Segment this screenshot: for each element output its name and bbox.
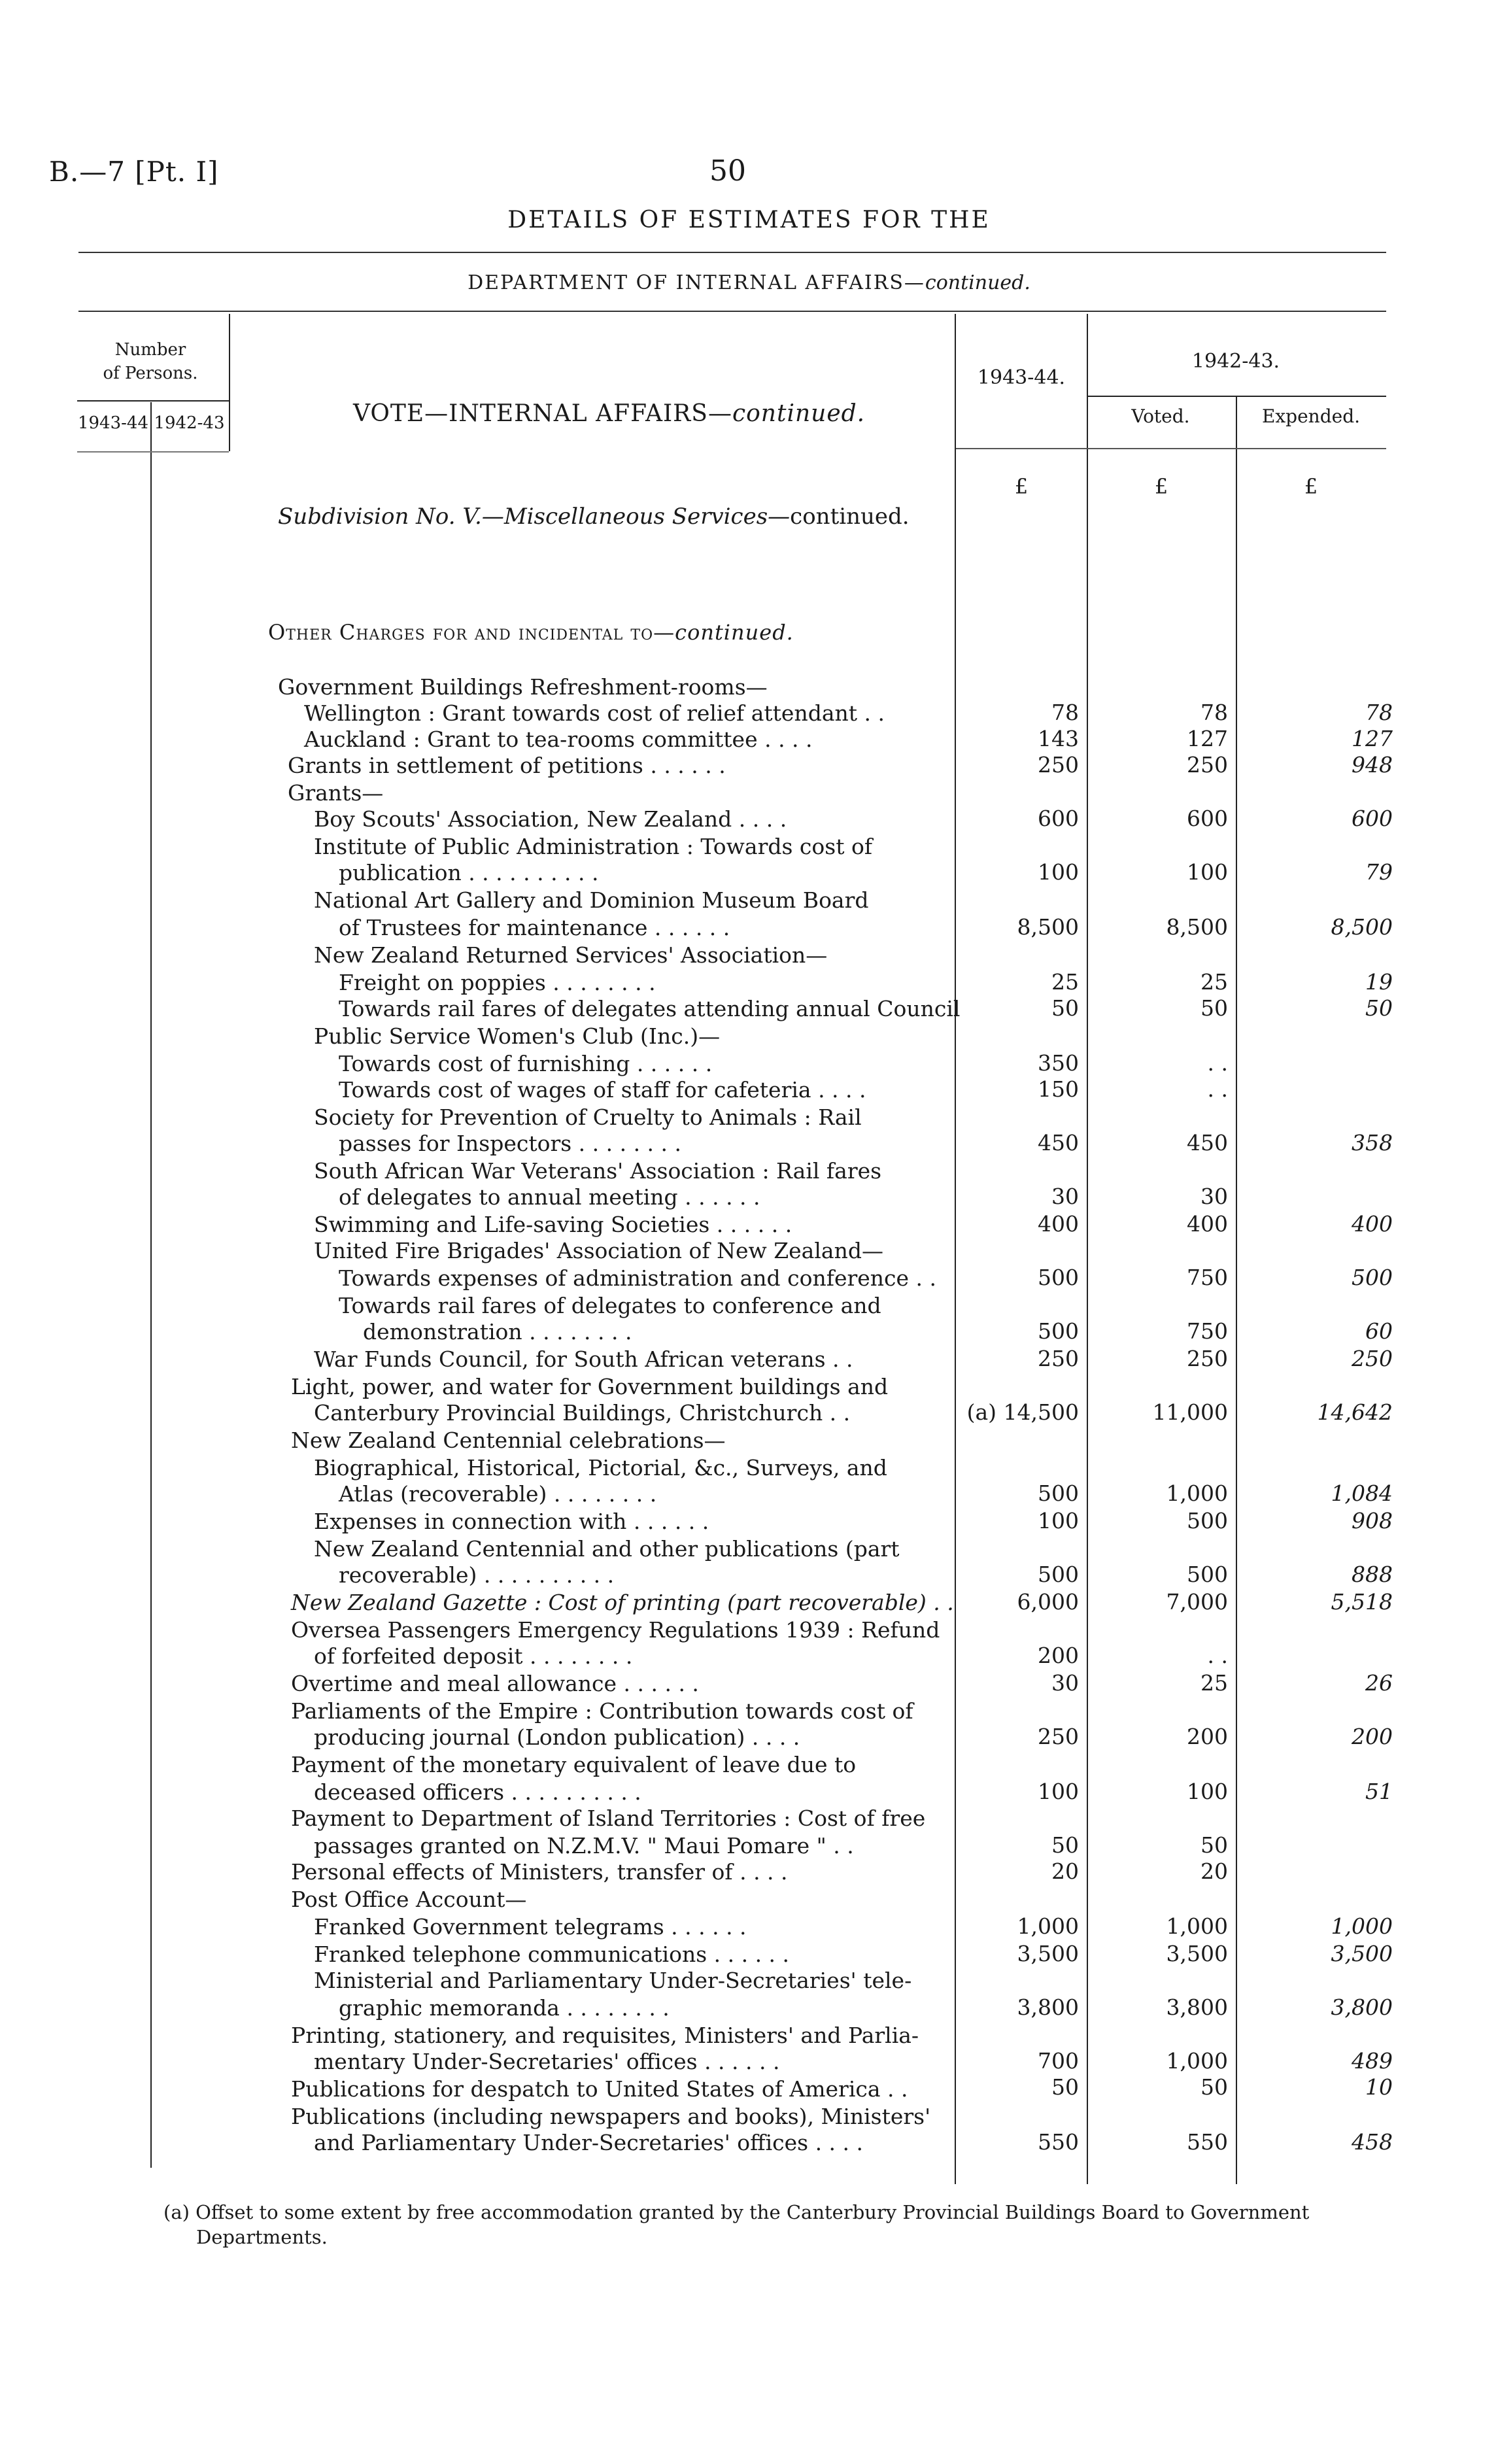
value-voted: 8,500 <box>1166 914 1228 940</box>
label-line: Institute of Public Administration : Towards cost of <box>314 834 873 859</box>
label-line: National Art Gallery and Dominion Museum Board <box>314 887 869 913</box>
value-1943-44: 500 <box>1038 1562 1079 1587</box>
label-line: New Zealand Gazette : Cost of printing (part recoverable) . . <box>291 1590 954 1615</box>
col-head-year-a: 1943-44 <box>77 413 149 433</box>
value-voted: . . <box>1207 1050 1228 1076</box>
value-1943-44: 30 <box>1051 1670 1079 1696</box>
label-line: Publications for despatch to United States of America . . <box>291 2076 908 2102</box>
document-reference: B.—7 [Pt. I] <box>49 156 219 188</box>
value-voted: 78 <box>1200 700 1228 725</box>
label-line: Towards cost of wages of staff for cafeteria . . . . <box>339 1077 866 1103</box>
value-1943-44: 78 <box>1051 700 1079 725</box>
subdivision-continued: continued. <box>790 504 910 530</box>
subdivision-heading <box>278 504 910 530</box>
value-1943-44: 50 <box>1051 2074 1079 2100</box>
value-expended: 19 <box>1365 969 1393 995</box>
department-continued: continued. <box>925 271 1030 294</box>
value-1943-44: 50 <box>1051 995 1079 1021</box>
value-1943-44: 30 <box>1051 1184 1079 1209</box>
value-voted: 7,000 <box>1166 1589 1228 1615</box>
value-1943-44: 100 <box>1038 1779 1079 1804</box>
value-expended: 79 <box>1365 859 1393 885</box>
col-head-1942-43: 1942-43. <box>1191 350 1280 373</box>
head-bottom-rule <box>956 448 1386 449</box>
value-voted: 50 <box>1200 995 1228 1021</box>
vote-title <box>353 400 865 427</box>
value-1943-44: 50 <box>1051 1832 1079 1858</box>
label-line: United Fire Brigades' Association of New Zealand— <box>314 1238 883 1263</box>
footnote-line-1: (a) Offset to some extent by free accommodation granted by the Canterbury Provincial Buildings Board to Government <box>163 2201 1310 2223</box>
value-expended: 600 <box>1352 806 1393 831</box>
currency-expended: £ <box>1304 474 1318 499</box>
value-1943-44: 400 <box>1038 1211 1079 1237</box>
value-expended: 10 <box>1365 2074 1393 2100</box>
label-line: Biographical, Historical, Pictorial, &c., Surveys, and <box>314 1455 887 1480</box>
label-line: New Zealand Returned Services' Association— <box>314 942 828 968</box>
label-line: Auckland : Grant to tea-rooms committee . . . . <box>304 727 813 752</box>
value-1943-44: 8,500 <box>1017 914 1079 940</box>
footnote-line-2: Departments. <box>196 2226 328 2248</box>
label-line: graphic memoranda . . . . . . . . <box>339 1995 670 2021</box>
value-1943-44: 3,800 <box>1017 1994 1079 2020</box>
value-voted: 25 <box>1200 1670 1228 1696</box>
value-expended: 400 <box>1352 1211 1393 1237</box>
label-line: demonstration . . . . . . . . <box>363 1319 632 1344</box>
value-expended: 14,642 <box>1317 1399 1393 1425</box>
value-voted: 450 <box>1187 1130 1228 1155</box>
year-group-rule <box>1087 396 1386 397</box>
value-voted: 1,000 <box>1166 1480 1228 1506</box>
label-line: Wellington : Grant towards cost of relief attendant . . <box>304 700 885 726</box>
label-line: Boy Scouts' Association, New Zealand . . . . <box>314 806 787 832</box>
label-line: deceased officers . . . . . . . . . . <box>314 1779 641 1805</box>
label-line: New Zealand Centennial and other publications (part <box>314 1536 900 1562</box>
label-line: Publications (including newspapers and books), Ministers' <box>291 2104 931 2129</box>
page-title: DETAILS OF ESTIMATES FOR THE <box>507 207 991 233</box>
value-voted: 400 <box>1187 1211 1228 1237</box>
amount-col-divider-3 <box>1236 396 1237 2184</box>
title-rule <box>78 252 1386 253</box>
value-expended: 50 <box>1365 995 1393 1021</box>
vote-name: VOTE—INTERNAL AFFAIRS— <box>353 400 732 427</box>
persons-head-rule-2 <box>77 451 229 453</box>
label-line: Ministerial and Parliamentary Under-Secretaries' tele- <box>314 1968 912 1993</box>
label-line: Canterbury Provincial Buildings, Christchurch . . <box>314 1400 851 1426</box>
value-expended: 127 <box>1352 726 1393 751</box>
value-1943-44: 3,500 <box>1017 1941 1079 1966</box>
value-1943-44: 450 <box>1038 1130 1079 1155</box>
value-1943-44: 25 <box>1051 969 1079 995</box>
number-of-persons-label: Number <box>114 340 186 360</box>
value-expended: 8,500 <box>1331 914 1393 940</box>
label-line: Towards expenses of administration and conference . . <box>339 1265 937 1291</box>
value-voted: 750 <box>1187 1265 1228 1290</box>
value-1943-44: 6,000 <box>1017 1589 1079 1615</box>
label-line: Grants— <box>288 780 384 806</box>
table-top-rule <box>78 311 1386 312</box>
label-line: of forfeited deposit . . . . . . . . <box>314 1643 633 1669</box>
value-expended: 500 <box>1352 1265 1393 1290</box>
value-expended: 250 <box>1352 1346 1393 1371</box>
value-1943-44: 550 <box>1038 2129 1079 2155</box>
value-expended: 908 <box>1352 1508 1393 1533</box>
value-voted: 30 <box>1200 1184 1228 1209</box>
col-head-1943-44: 1943-44. <box>977 366 1066 389</box>
amount-col-divider-1 <box>955 314 956 2184</box>
value-expended: 358 <box>1352 1130 1393 1155</box>
label-line: Grants in settlement of petitions . . . . . . <box>288 753 726 778</box>
value-voted: 20 <box>1200 1858 1228 1884</box>
value-voted: 50 <box>1200 1832 1228 1858</box>
col-head-year-b: 1942-43 <box>154 413 225 433</box>
value-expended: 60 <box>1365 1318 1393 1344</box>
currency-voted: £ <box>1154 474 1168 499</box>
currency-1943-44: £ <box>1014 474 1029 499</box>
value-voted: 3,500 <box>1166 1941 1228 1966</box>
label-line: Government Buildings Refreshment-rooms— <box>278 674 768 700</box>
value-1943-44: 250 <box>1038 752 1079 778</box>
value-voted: . . <box>1207 1643 1228 1668</box>
value-1943-44: 600 <box>1038 806 1079 831</box>
value-voted: 11,000 <box>1152 1399 1228 1425</box>
department-name: DEPARTMENT OF INTERNAL AFFAIRS— <box>468 271 925 294</box>
label-line: Post Office Account— <box>291 1887 527 1912</box>
value-expended: 888 <box>1352 1562 1393 1587</box>
value-expended: 51 <box>1365 1779 1393 1804</box>
value-voted: 127 <box>1187 726 1228 751</box>
col-head-expended: Expended. <box>1261 405 1361 427</box>
value-1943-44: 100 <box>1038 859 1079 885</box>
value-expended: 3,500 <box>1331 1941 1393 1966</box>
value-1943-44: 250 <box>1038 1724 1079 1749</box>
label-line: Printing, stationery, and requisites, Ministers' and Parlia- <box>291 2023 919 2048</box>
label-line: publication . . . . . . . . . . <box>339 860 599 885</box>
value-voted: . . <box>1207 1076 1228 1102</box>
label-line: Oversea Passengers Emergency Regulations 1939 : Refund <box>291 1617 940 1643</box>
value-expended: 26 <box>1365 1670 1393 1696</box>
other-charges-heading <box>268 620 794 645</box>
value-voted: 50 <box>1200 2074 1228 2100</box>
value-1943-44: 143 <box>1038 726 1079 751</box>
value-expended: 3,800 <box>1331 1994 1393 2020</box>
label-line: Parliaments of the Empire : Contribution towards cost of <box>291 1698 913 1724</box>
label-line: Public Service Women's Club (Inc.)— <box>314 1023 721 1049</box>
value-voted: 3,800 <box>1166 1994 1228 2020</box>
value-voted: 500 <box>1187 1562 1228 1587</box>
value-expended: 489 <box>1352 2048 1393 2074</box>
label-line: Towards cost of furnishing . . . . . . <box>339 1051 713 1076</box>
label-line: Towards rail fares of delegates attending annual Council <box>339 996 961 1021</box>
value-expended: 5,518 <box>1331 1589 1393 1615</box>
value-1943-44: 350 <box>1038 1050 1079 1076</box>
subdivision-name: Subdivision No. V.—Miscellaneous Services— <box>278 504 791 530</box>
label-line: Overtime and meal allowance . . . . . . <box>291 1671 699 1696</box>
label-line: Atlas (recoverable) . . . . . . . . <box>339 1481 657 1507</box>
value-1943-44: 200 <box>1038 1643 1079 1668</box>
label-line: Swimming and Life-saving Societies . . . . . . <box>314 1212 792 1237</box>
value-voted: 750 <box>1187 1318 1228 1344</box>
label-line: Payment of the monetary equivalent of leave due to <box>291 1752 857 1777</box>
page-number: 50 <box>709 154 746 188</box>
value-voted: 1,000 <box>1166 1913 1228 1939</box>
value-voted: 1,000 <box>1166 2048 1228 2074</box>
label-line: Light, power, and water for Government buildings and <box>291 1374 889 1399</box>
label-line: Towards rail fares of delegates to conference and <box>339 1293 881 1318</box>
label-line: recoverable) . . . . . . . . . . <box>339 1562 615 1588</box>
other-charges-continued: continued. <box>675 620 794 645</box>
value-1943-44: (a) 14,500 <box>966 1399 1079 1425</box>
value-expended: 78 <box>1365 700 1393 725</box>
value-voted: 100 <box>1187 859 1228 885</box>
label-line: and Parliamentary Under-Secretaries' offices . . . . <box>314 2130 864 2155</box>
value-1943-44: 20 <box>1051 1858 1079 1884</box>
label-line: producing journal (London publication) . . . . <box>314 1724 800 1750</box>
label-line: of delegates to annual meeting . . . . . . <box>339 1184 760 1210</box>
value-1943-44: 700 <box>1038 2048 1079 2074</box>
label-line: mentary Under-Secretaries' offices . . . . . . <box>314 2049 780 2074</box>
label-line: passages granted on N.Z.M.V. " Maui Pomare " . . <box>314 1833 854 1858</box>
label-line: South African War Veterans' Association : Rail fares <box>314 1158 882 1184</box>
value-voted: 25 <box>1200 969 1228 995</box>
value-expended: 458 <box>1352 2129 1393 2155</box>
value-voted: 500 <box>1187 1508 1228 1533</box>
label-line: passes for Inspectors . . . . . . . . <box>339 1131 682 1156</box>
value-expended: 1,084 <box>1331 1480 1393 1506</box>
value-voted: 550 <box>1187 2129 1228 2155</box>
value-voted: 200 <box>1187 1724 1228 1749</box>
other-charges-name: Other Charges for and incidental to— <box>268 620 675 645</box>
value-voted: 600 <box>1187 806 1228 831</box>
value-expended: 1,000 <box>1331 1913 1393 1939</box>
label-line: Expenses in connection with . . . . . . <box>314 1509 709 1534</box>
value-voted: 100 <box>1187 1779 1228 1804</box>
value-1943-44: 150 <box>1038 1076 1079 1102</box>
value-expended: 200 <box>1352 1724 1393 1749</box>
value-voted: 250 <box>1187 1346 1228 1371</box>
value-expended: 948 <box>1352 752 1393 778</box>
label-line: of Trustees for maintenance . . . . . . <box>339 915 730 940</box>
number-of-persons-label-2: of Persons. <box>103 364 198 383</box>
value-1943-44: 1,000 <box>1017 1913 1079 1939</box>
label-line: Franked Government telegrams . . . . . . <box>314 1914 747 1940</box>
label-line: New Zealand Centennial celebrations— <box>291 1428 726 1453</box>
value-1943-44: 500 <box>1038 1318 1079 1344</box>
label-line: War Funds Council, for South African veterans . . <box>314 1346 853 1372</box>
label-line: Society for Prevention of Cruelty to Animals : Rail <box>314 1104 862 1130</box>
amount-col-divider-2 <box>1087 314 1088 2184</box>
label-line: Personal effects of Ministers, transfer of . . . . <box>291 1859 788 1885</box>
label-line: Franked telephone communications . . . . . . <box>314 1942 790 1967</box>
col-head-voted: Voted. <box>1131 405 1190 427</box>
vote-continued: continued. <box>732 400 866 427</box>
value-1943-44: 500 <box>1038 1480 1079 1506</box>
persons-year-divider <box>150 402 152 2168</box>
department-title <box>0 271 1498 294</box>
value-1943-44: 100 <box>1038 1508 1079 1533</box>
value-1943-44: 500 <box>1038 1265 1079 1290</box>
persons-col-divider <box>229 314 230 451</box>
label-line: Freight on poppies . . . . . . . . <box>339 970 656 995</box>
persons-head-rule <box>77 400 229 402</box>
label-line: Payment to Department of Island Territories : Cost of free <box>291 1805 926 1831</box>
value-1943-44: 250 <box>1038 1346 1079 1371</box>
value-voted: 250 <box>1187 752 1228 778</box>
